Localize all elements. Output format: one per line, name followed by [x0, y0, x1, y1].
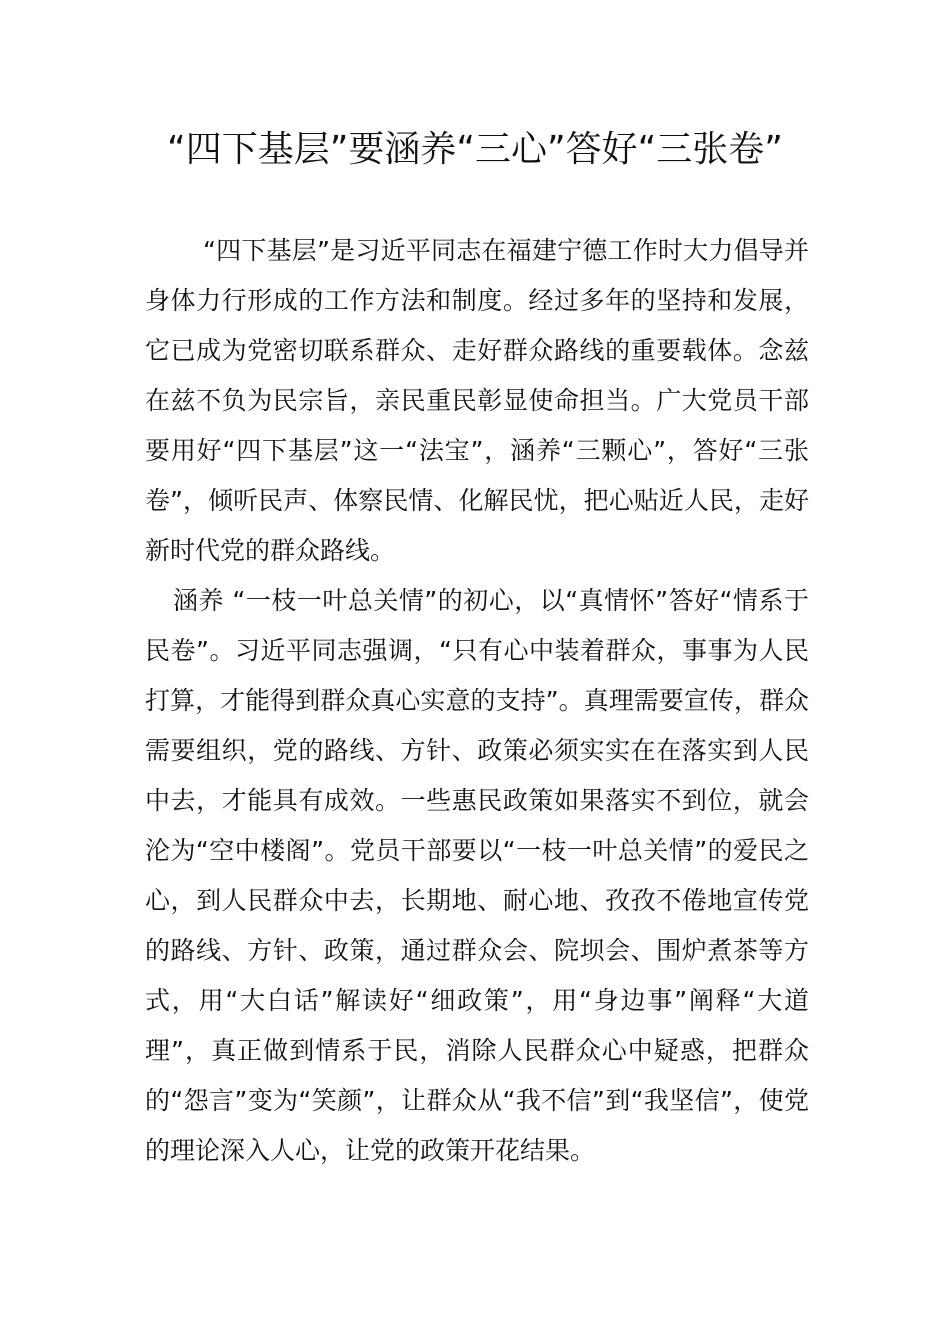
paragraph-2: 涵养 “一枝一叶总关情”的初心，以“真情怀”答好“情系于民卷”。习近平同志强调，“只有心中装着群众，事事为人民打算，才能得到群众真心实意的支持”。真理需要宣传，群众需要组织，党的路线、方针、政策必须实实在在落实到人民中去，才能具有成效。一些惠民政策如果落实不到位，就会沦为“空中楼阁”。党员干部要以“一枝一叶总关情”的爱民之心，到人民群众中去，长期地、耐心地、孜孜不倦地宣传党的路线、方针、政策，通过群众会、院坝会、围炉煮茶等方式，用“大白话”解读好“细政策”，用“身边事”阐释“大道理”，真正做到情系于民，消除人民群众心中疑惑，把群众的“怨言”变为“笑颜”，让群众从“我不信”到“我坚信”，使党的理论深入人心，让党的政策开花结果。 — [145, 586, 809, 1165]
document-title: “四下基层”要涵养“三心”答好“三张卷” — [167, 129, 783, 170]
document-body — [145, 226, 809, 1176]
paragraph-1: “四下基层”是习近平同志在福建宁德工作时大力倡导并身体力行形成的工作方法和制度。经过多年的坚持和发展，它已成为党密切联系群众、走好群众路线的重要载体。念兹在兹不负为民宗旨，亲民重民彰显使命担当。广大党员干部要用好“四下基层”这一“法宝”，涵养“三颗心”，答好“三张卷”，倾听民声、体察民情、化解民忧，把心贴近人民，走好新时代党的群众路线。 — [145, 236, 809, 565]
